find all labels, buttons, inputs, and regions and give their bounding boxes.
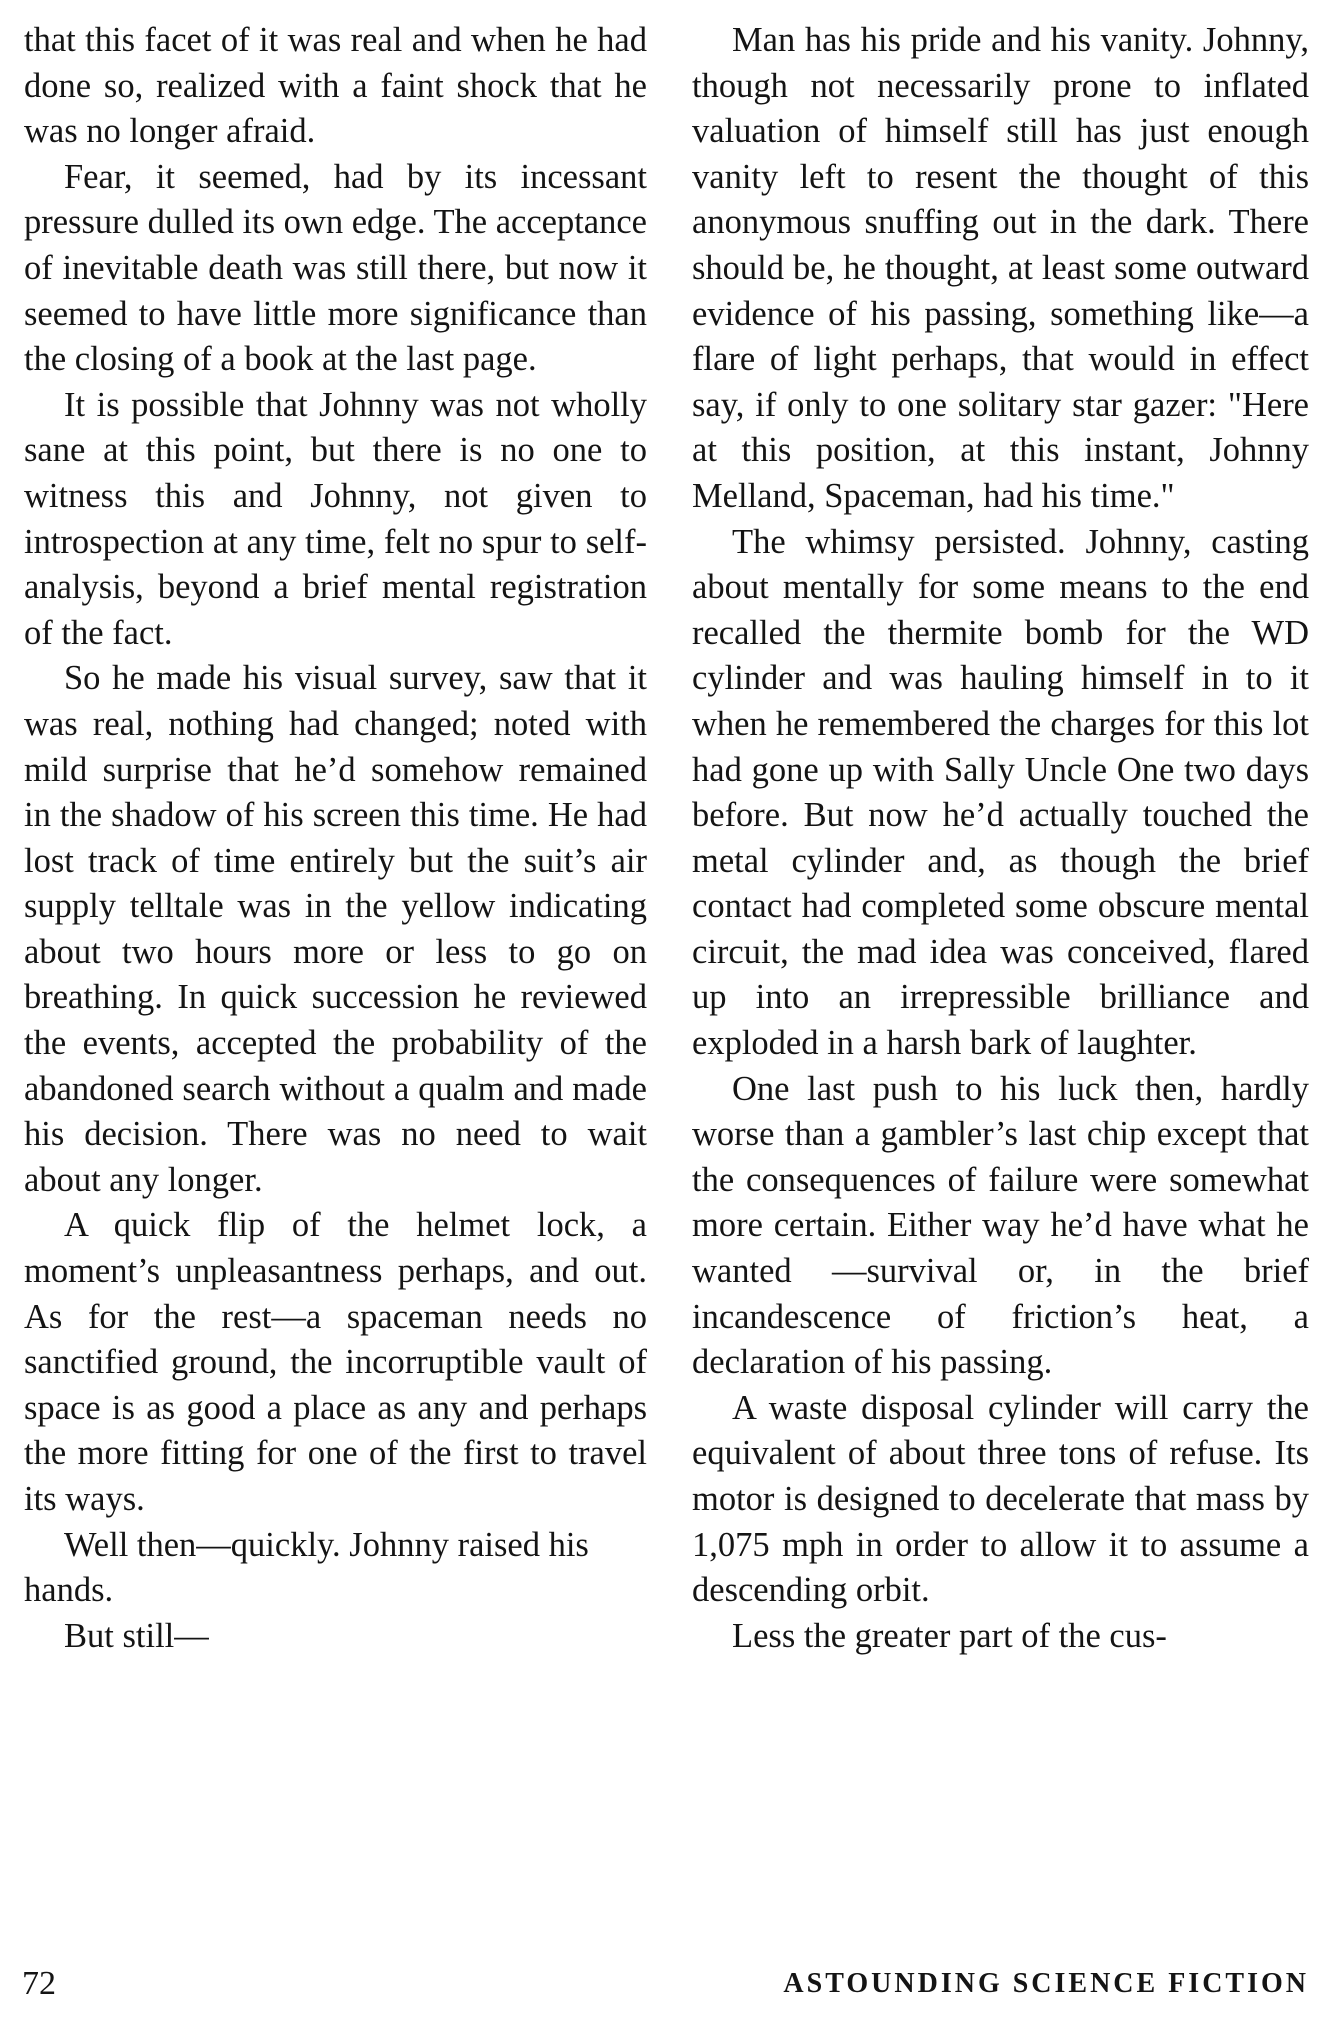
- paragraph: But still—: [64, 1616, 209, 1655]
- paragraph: Less the greater part of the cus-: [732, 1616, 1167, 1655]
- paragraph: Fear, it seemed, had by its incessant pressure dulled its own edge. The acceptance of inevitable death was still there, but now it seemed to have little more significance than the closing of a book at the last page.: [24, 157, 647, 379]
- right-text-column: [692, 18, 1309, 1659]
- paragraph: So he made his visual survey, saw that it was real, nothing had changed; noted with mild surprise that he’d somehow remained in the shadow of his screen this time. He had lost track of time entirely but the suit’s air supply telltale was in the yellow indicating about two hours more or less to go on breathing. In quick succession he reviewed the events, accepted the probability of the abandoned search without a qualm and made his decision. There was no need to wait about any longer.: [24, 659, 647, 1199]
- paragraph: A waste disposal cylinder will carry the equivalent of about three tons of refuse. Its motor is designed to decelerate that mass by 1,075 mph in order to allow it to assume a descending orbit.: [692, 1388, 1309, 1610]
- page-number: 72: [22, 1965, 56, 2002]
- paragraph: It is possible that Johnny was not wholly sane at this point, but there is no one to witness this and Johnny, not given to introspection at any time, felt no spur to self-analysis, beyond a brief mental registration of the fact.: [24, 385, 647, 652]
- left-text-column: [24, 18, 647, 1659]
- paragraph: One last push to his luck then, hardly worse than a gambler’s last chip except that the consequences of failure were somewhat more certain. Either way he’d have what he wanted —survival or, in the brief incandescence of friction’s heat, a declaration of his passing.: [692, 1069, 1309, 1382]
- paragraph: Well then—quickly. Johnny raised his hands.: [24, 1525, 589, 1610]
- paragraph: A quick flip of the helmet lock, a moment’s unpleasantness perhaps, and out. As for the rest—a spaceman needs no sanctified ground, the incorruptible vault of space is as good a place as any and perhaps the more fitting for one of the first to travel its ways.: [24, 1206, 647, 1518]
- paragraph: The whimsy persisted. Johnny, casting about mentally for some means to the end recalled the thermite bomb for the WD cylinder and was hauling himself in to it when he remembered the charges for this lot had gone up with Sally Uncle One two days before. But now he’d actually touched the metal cylinder and, as though the brief contact had completed some obscure mental circuit, the mad idea was conceived, flared up into an irrepressible brilliance and exploded in a harsh bark of laughter.: [692, 522, 1309, 1063]
- running-title: ASTOUNDING SCIENCE FICTION: [783, 1968, 1309, 1999]
- paragraph: that this facet of it was real and when he had done so, realized with a faint shock that he was no longer afraid.: [24, 21, 647, 151]
- paragraph: Man has his pride and his vanity. Johnny, though not necessarily prone to inflated valuation of himself still has just enough vanity left to resent the thought of this anonymous snuffing out in the dark. There should be, he thought, at least some outward evidence of his passing, something like—a flare of light perhaps, that would in effect say, if only to one solitary star gazer: "Here at this position, at this instant, Johnny Melland, Spaceman, had his time.": [692, 21, 1309, 515]
